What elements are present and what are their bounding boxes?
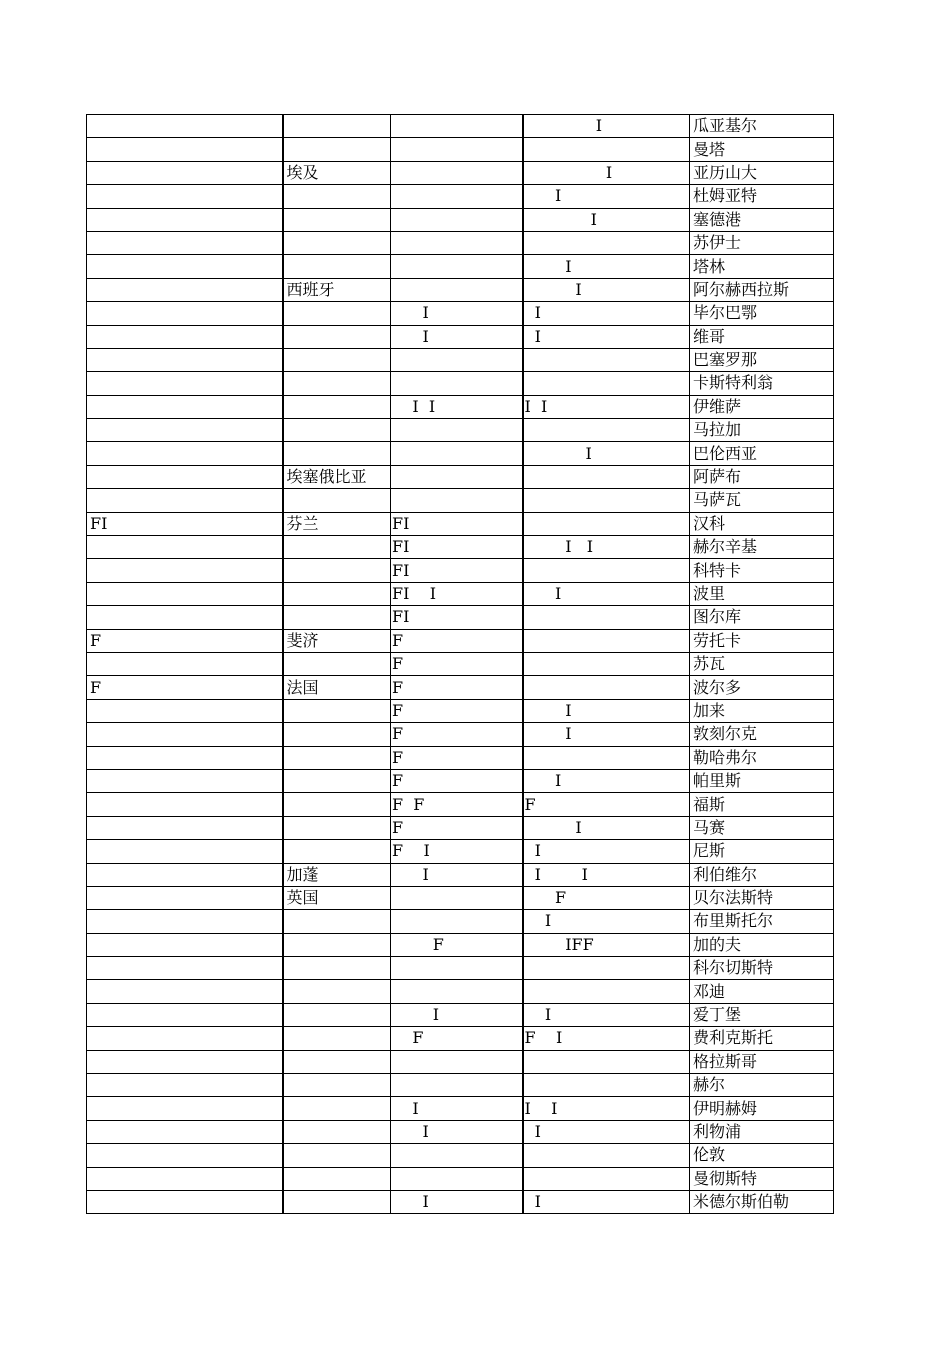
flag-cell-a: F bbox=[391, 723, 523, 746]
code-cell bbox=[87, 255, 283, 278]
flag-cell-a: F bbox=[391, 652, 523, 675]
table-row bbox=[87, 161, 834, 184]
port-name-cell: 图尔库 bbox=[690, 606, 834, 629]
port-name-cell: 杜姆亚特 bbox=[690, 185, 834, 208]
flag-cell-a: F I bbox=[391, 840, 523, 863]
country-cell bbox=[283, 933, 391, 956]
code-cell bbox=[87, 652, 283, 675]
flag-cell-a: F bbox=[391, 746, 523, 769]
code-cell bbox=[87, 161, 283, 184]
table-row bbox=[87, 1190, 834, 1213]
flag-cell-b bbox=[523, 957, 690, 980]
port-name-cell: 费利克斯托 bbox=[690, 1027, 834, 1050]
port-name-cell: 爱丁堡 bbox=[690, 1003, 834, 1026]
flag-cell-a: I bbox=[391, 1003, 523, 1026]
port-name-cell: 瓜亚基尔 bbox=[690, 115, 834, 138]
flag-cell-a bbox=[391, 910, 523, 933]
code-cell bbox=[87, 769, 283, 792]
table-row bbox=[87, 372, 834, 395]
flag-cell-b: I bbox=[523, 1003, 690, 1026]
code-cell bbox=[87, 395, 283, 418]
flag-cell-b bbox=[523, 606, 690, 629]
port-name-cell: 阿萨布 bbox=[690, 465, 834, 488]
table-row bbox=[87, 465, 834, 488]
country-cell bbox=[283, 1144, 391, 1167]
port-name-cell: 格拉斯哥 bbox=[690, 1050, 834, 1073]
code-cell: F bbox=[87, 676, 283, 699]
country-cell bbox=[283, 559, 391, 582]
table-row bbox=[87, 208, 834, 231]
code-cell bbox=[87, 980, 283, 1003]
flag-cell-b: I bbox=[523, 1120, 690, 1143]
table-row bbox=[87, 769, 834, 792]
port-name-cell: 塔林 bbox=[690, 255, 834, 278]
flag-cell-a: F bbox=[391, 676, 523, 699]
code-cell bbox=[87, 138, 283, 161]
port-name-cell: 伦敦 bbox=[690, 1144, 834, 1167]
flag-cell-b: F bbox=[523, 793, 690, 816]
code-cell bbox=[87, 419, 283, 442]
country-cell bbox=[283, 302, 391, 325]
country-cell bbox=[283, 980, 391, 1003]
table-row bbox=[87, 1050, 834, 1073]
country-cell: 斐济 bbox=[283, 629, 391, 652]
port-name-cell: 贝尔法斯特 bbox=[690, 886, 834, 909]
table-row bbox=[87, 699, 834, 722]
country-cell: 埃塞俄比亚 bbox=[283, 465, 391, 488]
code-cell bbox=[87, 465, 283, 488]
table-row bbox=[87, 1074, 834, 1097]
country-cell bbox=[283, 372, 391, 395]
flag-cell-b: I bbox=[523, 769, 690, 792]
code-cell bbox=[87, 348, 283, 371]
port-name-cell: 马赛 bbox=[690, 816, 834, 839]
code-cell bbox=[87, 1097, 283, 1120]
table-row bbox=[87, 840, 834, 863]
flag-cell-a: F bbox=[391, 699, 523, 722]
flag-cell-a: FI bbox=[391, 512, 523, 535]
table-row bbox=[87, 302, 834, 325]
flag-cell-a: FI I bbox=[391, 582, 523, 605]
country-cell bbox=[283, 840, 391, 863]
table-row bbox=[87, 1167, 834, 1190]
table-row bbox=[87, 652, 834, 675]
flag-cell-b bbox=[523, 1144, 690, 1167]
country-cell bbox=[283, 138, 391, 161]
port-name-cell: 赫尔辛基 bbox=[690, 536, 834, 559]
table-row bbox=[87, 676, 834, 699]
country-cell bbox=[283, 699, 391, 722]
table-row bbox=[87, 1027, 834, 1050]
flag-cell-a bbox=[391, 1144, 523, 1167]
code-cell: FI bbox=[87, 512, 283, 535]
flag-cell-a bbox=[391, 980, 523, 1003]
flag-cell-a bbox=[391, 1050, 523, 1073]
flag-cell-a bbox=[391, 1074, 523, 1097]
flag-cell-b: I bbox=[523, 840, 690, 863]
flag-cell-b bbox=[523, 652, 690, 675]
table-row bbox=[87, 886, 834, 909]
table-row bbox=[87, 278, 834, 301]
flag-cell-b: I bbox=[523, 816, 690, 839]
code-cell bbox=[87, 582, 283, 605]
code-cell bbox=[87, 1190, 283, 1213]
flag-cell-a bbox=[391, 419, 523, 442]
code-cell bbox=[87, 699, 283, 722]
port-name-cell: 劳托卡 bbox=[690, 629, 834, 652]
flag-cell-b bbox=[523, 746, 690, 769]
flag-cell-b: IFF bbox=[523, 933, 690, 956]
table-row bbox=[87, 582, 834, 605]
table-row bbox=[87, 185, 834, 208]
flag-cell-b bbox=[523, 1167, 690, 1190]
country-cell bbox=[283, 746, 391, 769]
flag-cell-a: I bbox=[391, 1190, 523, 1213]
country-cell bbox=[283, 1003, 391, 1026]
flag-cell-b: I bbox=[523, 208, 690, 231]
country-cell bbox=[283, 606, 391, 629]
code-cell bbox=[87, 816, 283, 839]
flag-cell-b: I I bbox=[523, 863, 690, 886]
table-row bbox=[87, 746, 834, 769]
table-row bbox=[87, 231, 834, 254]
flag-cell-b: I I bbox=[523, 536, 690, 559]
country-cell bbox=[283, 419, 391, 442]
port-name-cell: 加来 bbox=[690, 699, 834, 722]
country-cell: 西班牙 bbox=[283, 278, 391, 301]
code-cell bbox=[87, 886, 283, 909]
code-cell bbox=[87, 325, 283, 348]
table-row bbox=[87, 723, 834, 746]
code-cell bbox=[87, 723, 283, 746]
flag-cell-a bbox=[391, 208, 523, 231]
table-row bbox=[87, 325, 834, 348]
table-row bbox=[87, 442, 834, 465]
country-cell bbox=[283, 442, 391, 465]
country-cell: 芬兰 bbox=[283, 512, 391, 535]
code-cell bbox=[87, 278, 283, 301]
flag-cell-b: I I bbox=[523, 1097, 690, 1120]
port-table bbox=[86, 114, 834, 1214]
flag-cell-a bbox=[391, 115, 523, 138]
country-cell bbox=[283, 582, 391, 605]
flag-cell-a bbox=[391, 278, 523, 301]
port-name-cell: 加的夫 bbox=[690, 933, 834, 956]
port-name-cell: 伊维萨 bbox=[690, 395, 834, 418]
code-cell bbox=[87, 442, 283, 465]
country-cell bbox=[283, 1167, 391, 1190]
country-cell: 加蓬 bbox=[283, 863, 391, 886]
code-cell bbox=[87, 302, 283, 325]
port-name-cell: 苏瓦 bbox=[690, 652, 834, 675]
flag-cell-a bbox=[391, 1167, 523, 1190]
country-cell bbox=[283, 536, 391, 559]
table-row bbox=[87, 1003, 834, 1026]
country-cell bbox=[283, 115, 391, 138]
port-name-cell: 敦刻尔克 bbox=[690, 723, 834, 746]
port-name-cell: 马拉加 bbox=[690, 419, 834, 442]
flag-cell-a bbox=[391, 255, 523, 278]
flag-cell-a bbox=[391, 442, 523, 465]
table-row bbox=[87, 1097, 834, 1120]
flag-cell-b bbox=[523, 676, 690, 699]
flag-cell-b: I I bbox=[523, 395, 690, 418]
port-name-cell: 利伯维尔 bbox=[690, 863, 834, 886]
flag-cell-b: I bbox=[523, 185, 690, 208]
country-cell bbox=[283, 395, 391, 418]
table-row bbox=[87, 606, 834, 629]
flag-cell-b: I bbox=[523, 582, 690, 605]
flag-cell-a: FI bbox=[391, 606, 523, 629]
flag-cell-b bbox=[523, 465, 690, 488]
flag-cell-b: I bbox=[523, 442, 690, 465]
port-name-cell: 赫尔 bbox=[690, 1074, 834, 1097]
code-cell: F bbox=[87, 629, 283, 652]
table-row bbox=[87, 559, 834, 582]
flag-cell-a: FI bbox=[391, 559, 523, 582]
code-cell bbox=[87, 957, 283, 980]
table-row bbox=[87, 419, 834, 442]
flag-cell-b bbox=[523, 512, 690, 535]
port-name-cell: 卡斯特利翁 bbox=[690, 372, 834, 395]
table-row bbox=[87, 138, 834, 161]
flag-cell-a: F bbox=[391, 933, 523, 956]
flag-cell-a: F bbox=[391, 629, 523, 652]
table-row bbox=[87, 1144, 834, 1167]
flag-cell-b bbox=[523, 1050, 690, 1073]
flag-cell-a: I bbox=[391, 1120, 523, 1143]
port-name-cell: 波里 bbox=[690, 582, 834, 605]
code-cell bbox=[87, 1074, 283, 1097]
port-name-cell: 巴伦西亚 bbox=[690, 442, 834, 465]
country-cell bbox=[283, 793, 391, 816]
port-name-cell: 马萨瓦 bbox=[690, 489, 834, 512]
flag-cell-a bbox=[391, 161, 523, 184]
flag-cell-b bbox=[523, 1074, 690, 1097]
port-name-cell: 伊明赫姆 bbox=[690, 1097, 834, 1120]
flag-cell-a bbox=[391, 138, 523, 161]
code-cell bbox=[87, 185, 283, 208]
country-cell bbox=[283, 348, 391, 371]
flag-cell-a bbox=[391, 185, 523, 208]
flag-cell-a bbox=[391, 489, 523, 512]
country-cell: 法国 bbox=[283, 676, 391, 699]
code-cell bbox=[87, 231, 283, 254]
code-cell bbox=[87, 489, 283, 512]
port-name-cell: 巴塞罗那 bbox=[690, 348, 834, 371]
code-cell bbox=[87, 1167, 283, 1190]
table-row bbox=[87, 395, 834, 418]
table-row bbox=[87, 512, 834, 535]
flag-cell-b: F bbox=[523, 886, 690, 909]
country-cell bbox=[283, 816, 391, 839]
port-name-cell: 汉科 bbox=[690, 512, 834, 535]
country-cell bbox=[283, 208, 391, 231]
flag-cell-b: I bbox=[523, 325, 690, 348]
flag-cell-b: I bbox=[523, 161, 690, 184]
port-name-cell: 布里斯托尔 bbox=[690, 910, 834, 933]
table-row bbox=[87, 957, 834, 980]
table-row bbox=[87, 629, 834, 652]
table-row bbox=[87, 489, 834, 512]
country-cell bbox=[283, 723, 391, 746]
flag-cell-a bbox=[391, 886, 523, 909]
flag-cell-b bbox=[523, 629, 690, 652]
flag-cell-b bbox=[523, 138, 690, 161]
flag-cell-b: F I bbox=[523, 1027, 690, 1050]
code-cell bbox=[87, 863, 283, 886]
flag-cell-a: F bbox=[391, 769, 523, 792]
flag-cell-b: I bbox=[523, 699, 690, 722]
flag-cell-b bbox=[523, 372, 690, 395]
country-cell bbox=[283, 231, 391, 254]
port-name-cell: 尼斯 bbox=[690, 840, 834, 863]
code-cell bbox=[87, 536, 283, 559]
port-name-cell: 毕尔巴鄂 bbox=[690, 302, 834, 325]
table-row bbox=[87, 933, 834, 956]
flag-cell-a bbox=[391, 957, 523, 980]
table-row bbox=[87, 980, 834, 1003]
port-name-cell: 阿尔赫西拉斯 bbox=[690, 278, 834, 301]
port-name-cell: 利物浦 bbox=[690, 1120, 834, 1143]
flag-cell-a: I I bbox=[391, 395, 523, 418]
table-row bbox=[87, 910, 834, 933]
country-cell bbox=[283, 957, 391, 980]
flag-cell-b bbox=[523, 419, 690, 442]
code-cell bbox=[87, 115, 283, 138]
flag-cell-b: I bbox=[523, 255, 690, 278]
flag-cell-a: F F bbox=[391, 793, 523, 816]
flag-cell-a bbox=[391, 348, 523, 371]
code-cell bbox=[87, 933, 283, 956]
country-cell bbox=[283, 489, 391, 512]
port-name-cell: 曼彻斯特 bbox=[690, 1167, 834, 1190]
port-name-cell: 波尔多 bbox=[690, 676, 834, 699]
code-cell bbox=[87, 1050, 283, 1073]
table-row bbox=[87, 348, 834, 371]
port-name-cell: 帕里斯 bbox=[690, 769, 834, 792]
flag-cell-b: I bbox=[523, 723, 690, 746]
country-cell bbox=[283, 185, 391, 208]
country-cell bbox=[283, 652, 391, 675]
flag-cell-a: I bbox=[391, 325, 523, 348]
country-cell bbox=[283, 1120, 391, 1143]
flag-cell-a: FI bbox=[391, 536, 523, 559]
table-row bbox=[87, 1120, 834, 1143]
table-row bbox=[87, 793, 834, 816]
table-row bbox=[87, 255, 834, 278]
country-cell: 埃及 bbox=[283, 161, 391, 184]
code-cell bbox=[87, 793, 283, 816]
country-cell bbox=[283, 325, 391, 348]
flag-cell-a: I bbox=[391, 863, 523, 886]
flag-cell-a bbox=[391, 231, 523, 254]
flag-cell-a: I bbox=[391, 302, 523, 325]
code-cell bbox=[87, 840, 283, 863]
flag-cell-a: F bbox=[391, 1027, 523, 1050]
port-name-cell: 科尔切斯特 bbox=[690, 957, 834, 980]
flag-cell-b: I bbox=[523, 1190, 690, 1213]
country-cell bbox=[283, 1027, 391, 1050]
port-name-cell: 苏伊士 bbox=[690, 231, 834, 254]
port-name-cell: 塞德港 bbox=[690, 208, 834, 231]
flag-cell-b bbox=[523, 559, 690, 582]
port-name-cell: 福斯 bbox=[690, 793, 834, 816]
flag-cell-b bbox=[523, 231, 690, 254]
port-name-cell: 勒哈弗尔 bbox=[690, 746, 834, 769]
flag-cell-b bbox=[523, 348, 690, 371]
country-cell bbox=[283, 1050, 391, 1073]
country-cell bbox=[283, 1074, 391, 1097]
country-cell bbox=[283, 910, 391, 933]
country-cell bbox=[283, 1190, 391, 1213]
flag-cell-b: I bbox=[523, 302, 690, 325]
port-name-cell: 维哥 bbox=[690, 325, 834, 348]
flag-cell-a bbox=[391, 372, 523, 395]
code-cell bbox=[87, 1003, 283, 1026]
code-cell bbox=[87, 746, 283, 769]
flag-cell-b: I bbox=[523, 278, 690, 301]
code-cell bbox=[87, 208, 283, 231]
flag-cell-b bbox=[523, 980, 690, 1003]
table-row bbox=[87, 536, 834, 559]
table-row bbox=[87, 115, 834, 138]
table-row bbox=[87, 816, 834, 839]
port-name-cell: 科特卡 bbox=[690, 559, 834, 582]
code-cell bbox=[87, 1120, 283, 1143]
flag-cell-a bbox=[391, 465, 523, 488]
country-cell bbox=[283, 255, 391, 278]
country-cell: 英国 bbox=[283, 886, 391, 909]
port-name-cell: 邓迪 bbox=[690, 980, 834, 1003]
table-row bbox=[87, 863, 834, 886]
flag-cell-a: F bbox=[391, 816, 523, 839]
flag-cell-b bbox=[523, 489, 690, 512]
code-cell bbox=[87, 559, 283, 582]
country-cell bbox=[283, 769, 391, 792]
port-name-cell: 亚历山大 bbox=[690, 161, 834, 184]
country-cell bbox=[283, 1097, 391, 1120]
flag-cell-b: I bbox=[523, 115, 690, 138]
code-cell bbox=[87, 372, 283, 395]
port-name-cell: 米德尔斯伯勒 bbox=[690, 1190, 834, 1213]
code-cell bbox=[87, 1144, 283, 1167]
port-name-cell: 曼塔 bbox=[690, 138, 834, 161]
code-cell bbox=[87, 1027, 283, 1050]
code-cell bbox=[87, 910, 283, 933]
code-cell bbox=[87, 606, 283, 629]
flag-cell-a: I bbox=[391, 1097, 523, 1120]
flag-cell-b: I bbox=[523, 910, 690, 933]
